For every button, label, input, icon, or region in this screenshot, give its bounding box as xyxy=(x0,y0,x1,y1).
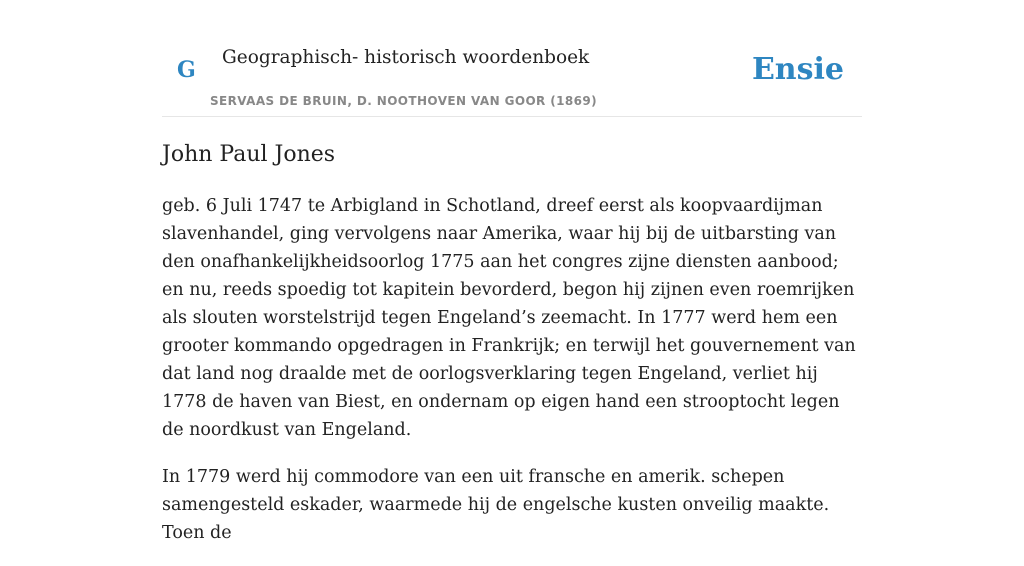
page xyxy=(162,0,862,543)
entry-title: John Paul Jones xyxy=(162,142,336,167)
brand-logo[interactable]: Ensie xyxy=(751,52,844,87)
entry-paragraph: geb. 6 Juli 1747 te Arbigland in Schotland, dreef eerst als koopvaardijman slavenhandel, ging vervolgens naar Amerika, waar hij bij de uitbarsting van den onafhankelijkheidsoorlog 1775 aan het congres zijne diensten aanbood; en nu, reeds spoedig tot kapitein bevorderd, begon hij zijnen even roemrijken als slouten worstelstrijd tegen Engeland’s zeemacht. In 1777 werd hem een grooter kommando opgedragen in Frankrijk; en terwijl het gouvernement van dat land nog draalde met de oorlogsverklaring tegen Engeland, verliet hij 1778 de haven van Biest, en ondernam op eigen hand een strooptocht legen de noordkust van Engeland. xyxy=(162,196,856,440)
book-logo-icon[interactable]: G xyxy=(177,57,196,83)
book-header xyxy=(162,0,862,117)
book-authors: SERVAAS DE BRUIN, D. NOOTHOVEN VAN GOOR (1869) xyxy=(210,94,598,108)
book-title[interactable]: Geographisch- historisch woordenboek xyxy=(222,47,590,68)
entry-paragraph: In 1779 werd hij commodore van een uit fransche en amerik. schepen samengesteld eskader, waarmede hij de engelsche kusten onveilig maakte. Toen de xyxy=(162,467,830,543)
entry-body xyxy=(162,192,862,566)
